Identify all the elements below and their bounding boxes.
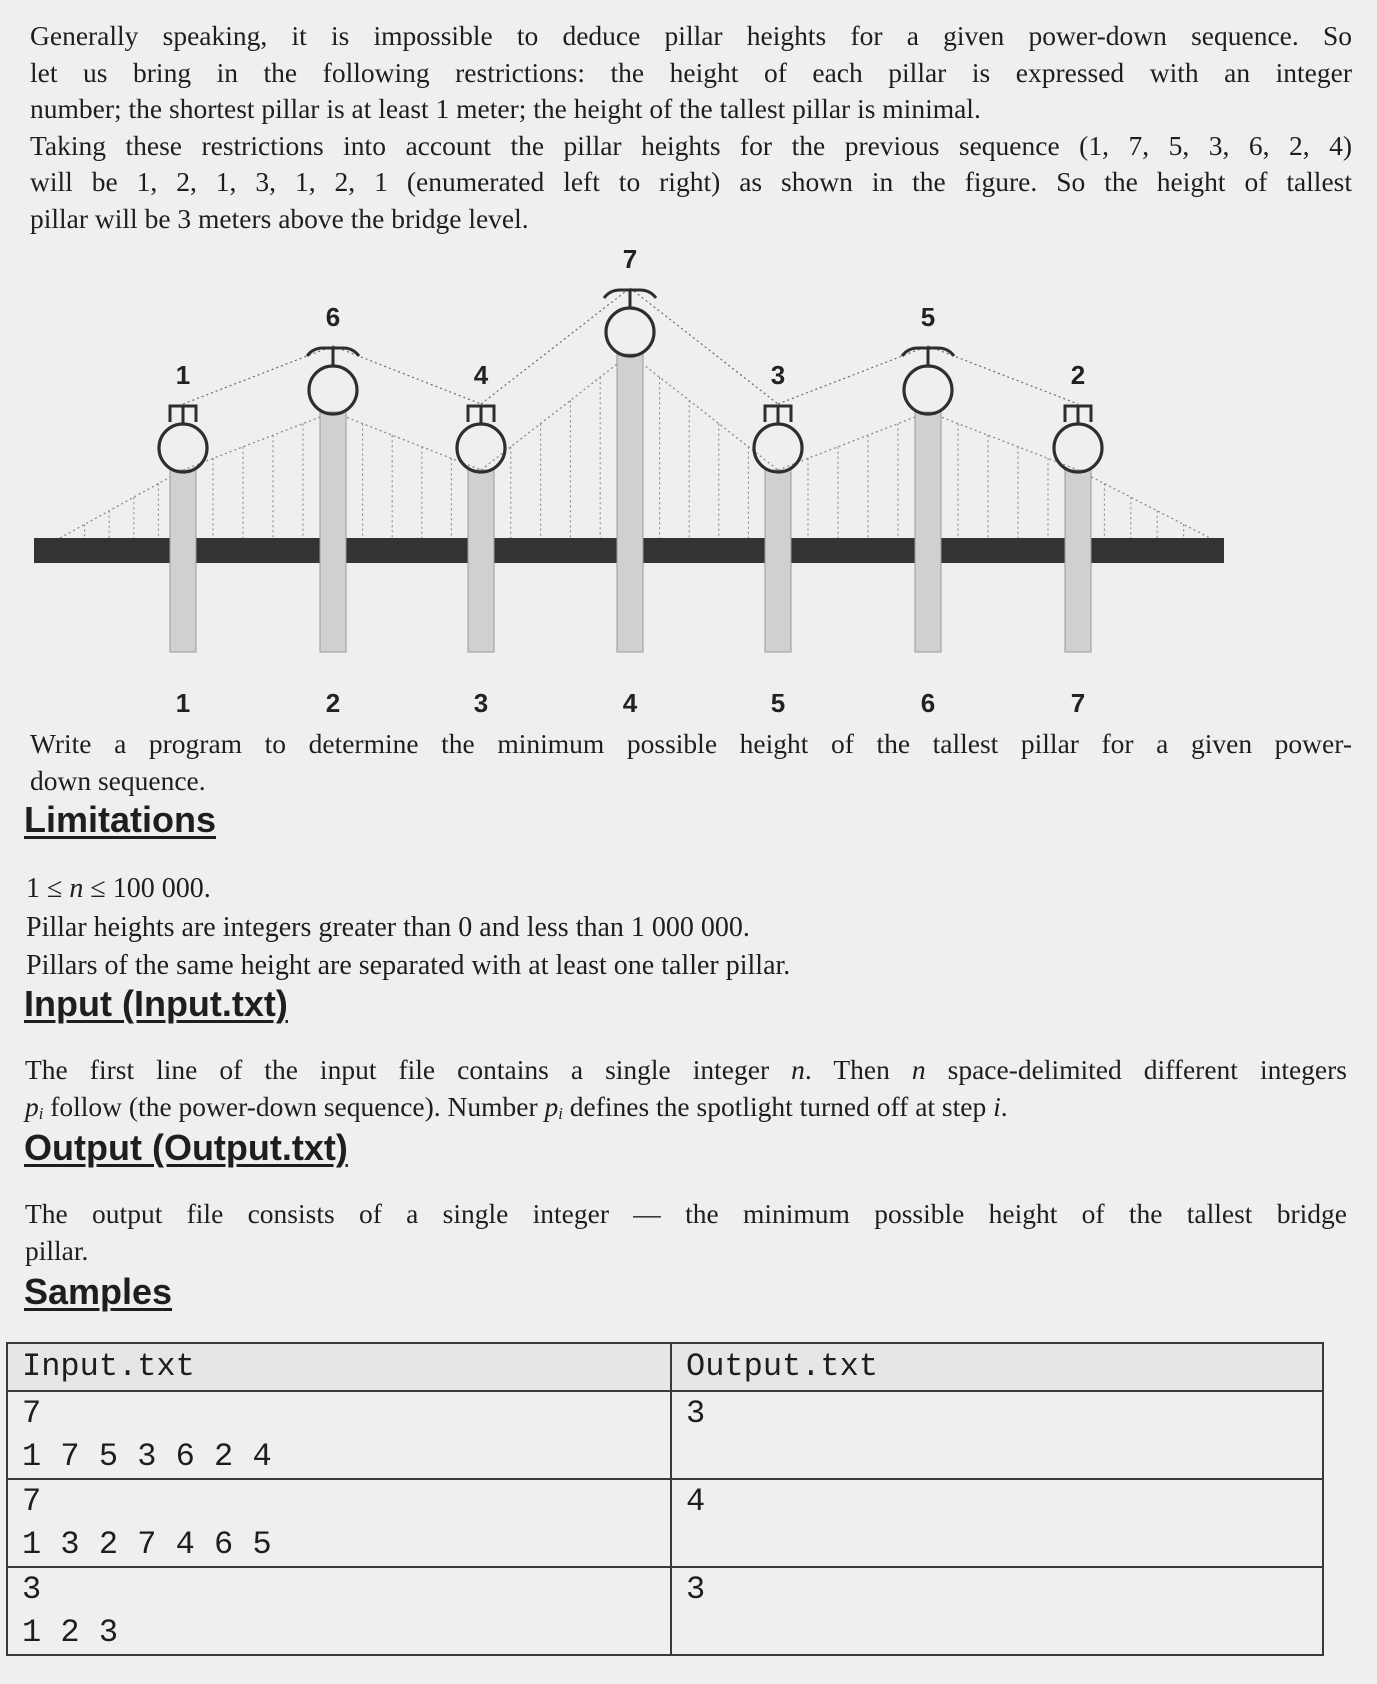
input-line: 1 2 3 bbox=[22, 1614, 119, 1651]
lim-text: ≤ 100 000. bbox=[83, 873, 211, 904]
sample-output: 3 bbox=[671, 1391, 1323, 1479]
step-label: 1 bbox=[175, 360, 191, 390]
var-n: n bbox=[791, 1054, 805, 1085]
output-line: pillar. bbox=[25, 1234, 89, 1266]
limitation-heights: Pillar heights are integers greater than 0 and less than 1 000 000. bbox=[26, 912, 750, 943]
output-line: The output file consists of a single integer — the minimum possible height of the tallest bridge bbox=[25, 1198, 1347, 1229]
txt: . Then bbox=[804, 1054, 912, 1085]
cable-segment bbox=[60, 470, 183, 538]
bridge-figure bbox=[0, 250, 1377, 720]
input-heading: Input (Input.txt) bbox=[24, 983, 288, 1024]
lamp-bracket-icon bbox=[765, 406, 791, 424]
pillar bbox=[765, 470, 791, 652]
pillar-index-label: 7 bbox=[1070, 688, 1086, 718]
spotlight-icon bbox=[904, 366, 952, 414]
limitations-heading: Limitations bbox=[24, 799, 217, 840]
txt: follow (the power-down sequence). Number bbox=[43, 1090, 545, 1122]
upper-cable bbox=[481, 288, 630, 404]
step-label: 4 bbox=[473, 360, 489, 390]
pillar bbox=[1065, 470, 1091, 652]
input-paragraph bbox=[25, 1052, 1347, 1132]
output-paragraph bbox=[25, 1196, 1347, 1269]
lamp-bracket-icon bbox=[902, 348, 954, 366]
input-line bbox=[25, 1052, 1347, 1089]
intro-line: let us bring in the following restrictions: the height of each pillar is expressed with an integer bbox=[30, 56, 1352, 88]
lamp-bracket-icon bbox=[307, 348, 359, 366]
spotlight-icon bbox=[309, 366, 357, 414]
limitation-same-height: Pillars of the same height are separated with at least one taller pillar. bbox=[26, 950, 791, 981]
pillar-index-label: 1 bbox=[175, 688, 191, 718]
step-label: 5 bbox=[920, 302, 936, 332]
sub-i: i bbox=[38, 1103, 44, 1123]
sample-input bbox=[7, 1391, 671, 1479]
txt: . bbox=[1000, 1090, 1008, 1122]
spotlight-icon bbox=[606, 308, 654, 356]
task-line: Write a program to determine the minimum possible height of the tallest pillar for a given power- bbox=[30, 728, 1352, 759]
table-header-row bbox=[7, 1343, 1323, 1391]
pillar bbox=[915, 412, 941, 652]
input-line: 7 bbox=[22, 1395, 42, 1432]
var-n: n bbox=[69, 873, 84, 904]
intro-paragraph bbox=[30, 18, 1352, 237]
input-line: 1 7 5 3 6 2 4 bbox=[22, 1438, 272, 1475]
header-output: Output.txt bbox=[671, 1343, 1323, 1391]
output-heading: Output (Output.txt) bbox=[24, 1127, 348, 1168]
header-input: Input.txt bbox=[7, 1343, 671, 1391]
spotlight-icon bbox=[457, 424, 505, 472]
samples-heading: Samples bbox=[24, 1271, 173, 1312]
intro-line: number; the shortest pillar is at least 1 meter; the height of the tallest pillar is minimal. bbox=[30, 93, 981, 124]
pillar bbox=[170, 470, 196, 652]
txt: The first line of the input file contains a single integer bbox=[25, 1054, 792, 1085]
sample-output: 3 bbox=[671, 1567, 1323, 1655]
step-label: 2 bbox=[1070, 360, 1086, 390]
sample-input bbox=[7, 1567, 671, 1655]
table-row bbox=[7, 1567, 1323, 1655]
sample-input bbox=[7, 1479, 671, 1567]
samples-table bbox=[6, 1342, 1324, 1656]
table-row bbox=[7, 1391, 1323, 1479]
spotlight-icon bbox=[1054, 424, 1102, 472]
input-line: 7 bbox=[22, 1483, 42, 1520]
intro-line: Generally speaking, it is impossible to deduce pillar heights for a given power-down sequence. So bbox=[30, 20, 1352, 51]
step-label: 7 bbox=[622, 250, 638, 274]
lamp-bracket-icon bbox=[468, 406, 494, 424]
intro-line: pillar will be 3 meters above the bridge level. bbox=[30, 202, 529, 234]
step-label: 3 bbox=[770, 360, 786, 390]
var-p: p bbox=[544, 1090, 559, 1122]
txt: space-delimited different integers bbox=[925, 1054, 1348, 1085]
upper-cable bbox=[630, 288, 778, 404]
var-n: n bbox=[911, 1054, 926, 1085]
sub-i: i bbox=[558, 1103, 563, 1123]
pillar-index-label: 6 bbox=[920, 688, 936, 718]
txt: defines the spotlight turned off at step bbox=[562, 1090, 994, 1122]
intro-line: will be 1, 2, 1, 3, 1, 2, 1 (enumerated left to right) as shown in the figure. So the height of tallest bbox=[30, 166, 1352, 197]
pillar-index-label: 5 bbox=[770, 688, 786, 718]
var-p: p bbox=[25, 1090, 39, 1122]
pillar-index-label: 2 bbox=[325, 688, 341, 718]
input-line: 1 3 2 7 4 6 5 bbox=[22, 1526, 272, 1563]
pillars bbox=[159, 290, 1102, 652]
lamp-bracket-icon bbox=[604, 290, 656, 308]
lamp-bracket-icon bbox=[1065, 406, 1091, 424]
pillar-index-label: 3 bbox=[473, 688, 489, 718]
input-line bbox=[25, 1089, 1347, 1133]
pillar bbox=[320, 412, 346, 652]
cable-segment bbox=[1078, 470, 1210, 538]
spotlight-icon bbox=[754, 424, 802, 472]
var-i: i bbox=[993, 1090, 1001, 1122]
pillar-index-label: 4 bbox=[622, 688, 638, 718]
pillar bbox=[617, 354, 643, 652]
task-paragraph bbox=[30, 726, 1352, 799]
sample-output: 4 bbox=[671, 1479, 1323, 1567]
input-line: 3 bbox=[22, 1571, 42, 1608]
lim-text: 1 ≤ bbox=[26, 873, 70, 904]
step-label: 6 bbox=[325, 302, 341, 332]
task-line: down sequence. bbox=[30, 764, 206, 796]
spotlight-icon bbox=[159, 424, 207, 472]
lamp-bracket-icon bbox=[170, 406, 196, 424]
intro-line: Taking these restrictions into account the pillar heights for the previous sequence (1, 7, 5, 3, 6, 2, 4) bbox=[30, 129, 1352, 161]
limitation-n bbox=[26, 870, 211, 907]
pillar bbox=[468, 470, 494, 652]
table-row bbox=[7, 1479, 1323, 1567]
